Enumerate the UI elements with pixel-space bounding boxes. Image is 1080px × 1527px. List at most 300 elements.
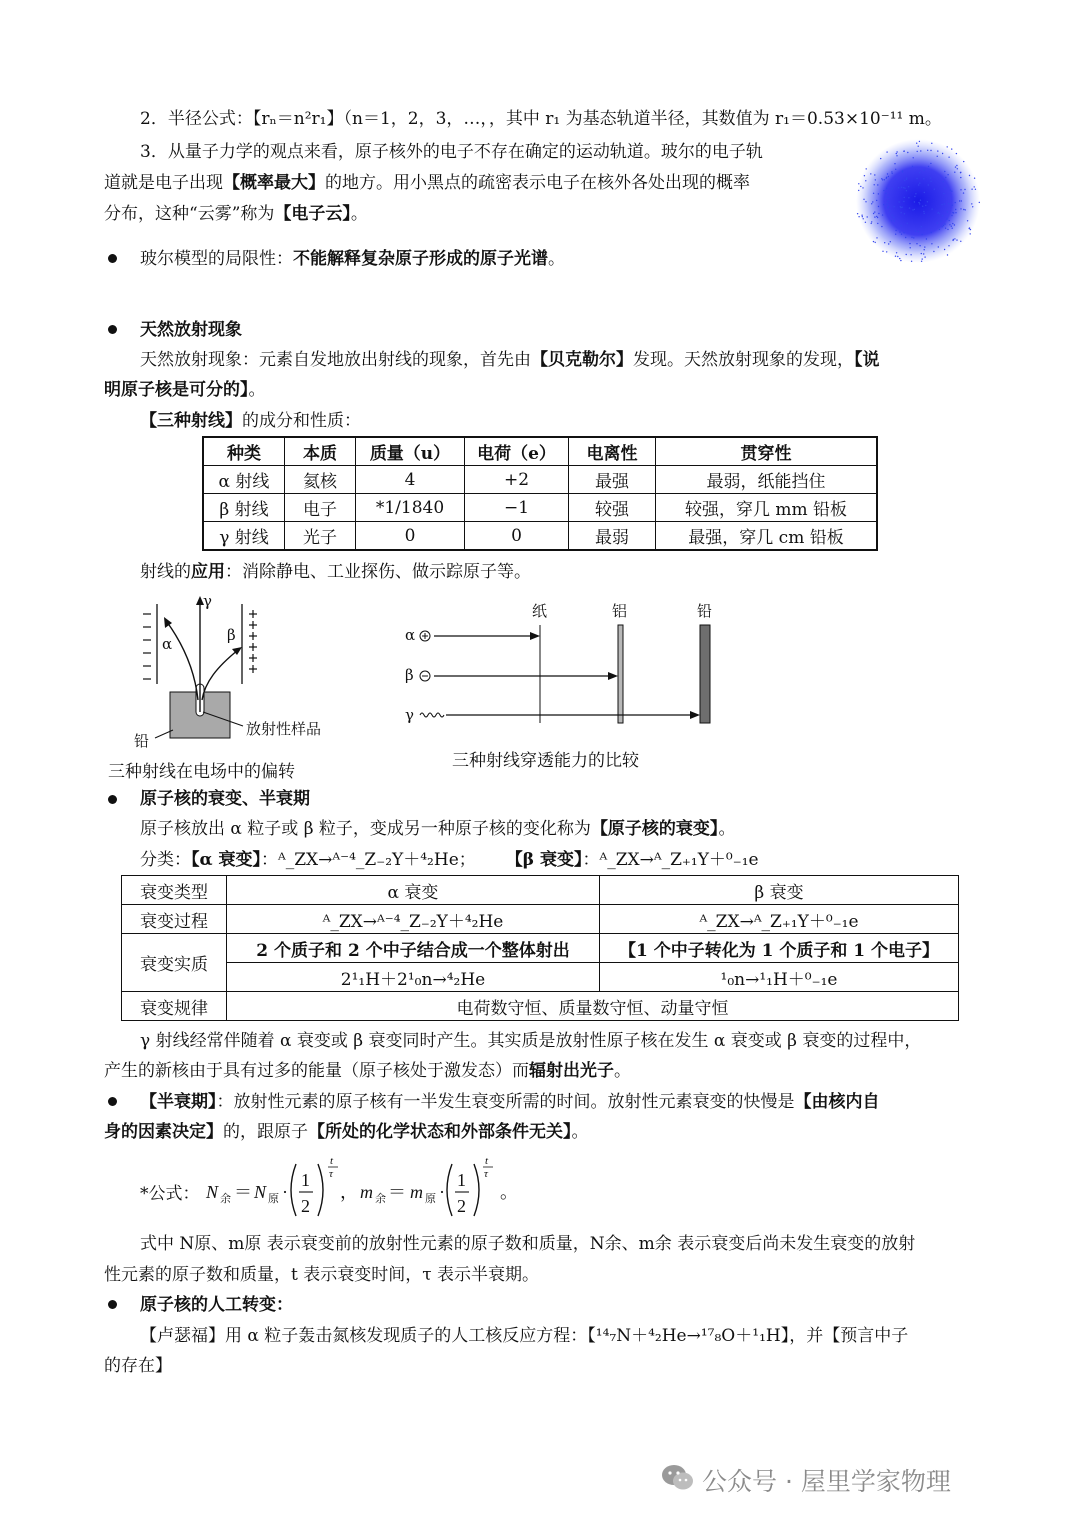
table-row	[122, 934, 959, 963]
cloud-dot	[887, 197, 888, 198]
cloud-dot	[919, 183, 920, 184]
cloud-dot	[878, 206, 879, 207]
cloud-dot	[865, 201, 866, 202]
cloud-dot	[919, 203, 920, 204]
cloud-dot	[901, 212, 902, 213]
cloud-dot	[896, 151, 897, 152]
cloud-dot	[896, 252, 897, 253]
cloud-dot	[872, 201, 873, 202]
cloud-dot	[923, 253, 924, 254]
cloud-dot	[877, 223, 878, 224]
cloud-dot	[898, 201, 899, 202]
cloud-dot	[918, 231, 919, 232]
table-cell: 衰变规律	[122, 992, 227, 1021]
limit-text: 不能解释复杂原子形成的原子光谱	[293, 249, 548, 269]
svg-text:。: 。	[500, 1182, 518, 1202]
cloud-dot	[871, 223, 872, 224]
cloud-dot	[924, 246, 925, 247]
h2b: 的，跟原子	[223, 1122, 308, 1142]
decay-p1c: 。	[718, 819, 736, 839]
cloud-dot	[965, 209, 966, 210]
cloud-dot	[911, 261, 912, 262]
cloud-dot	[947, 146, 948, 147]
cloud-dot	[919, 141, 920, 142]
cloud-dot	[941, 204, 942, 205]
table-cell: α 射线	[203, 466, 285, 494]
svg-text:τ: τ	[329, 1168, 333, 1180]
table-cell: −1	[465, 494, 569, 522]
natural-p2a: 明原子核是可分的】	[104, 380, 249, 400]
cloud-dot	[939, 213, 940, 214]
cloud-dot	[916, 243, 917, 244]
svg-text:1: 1	[457, 1170, 466, 1190]
cloud-dot	[895, 256, 896, 257]
cloud-dot	[947, 174, 948, 175]
header-cell: 质量（u）	[356, 437, 465, 466]
cloud-dot	[930, 177, 931, 178]
cloud-dot	[927, 150, 928, 151]
cloud-dot	[945, 177, 946, 178]
table-cell: ᴬ_ZX→ᴬ_Z₊₁Y＋⁰₋₁e	[600, 905, 959, 934]
cloud-dot	[956, 239, 957, 240]
bullet-dot	[108, 1097, 117, 1106]
cloud-dot	[959, 200, 960, 201]
natural-p2b: 。	[248, 380, 266, 400]
cloud-dot	[884, 179, 885, 180]
cloud-dot	[923, 178, 924, 179]
cloud-dot	[897, 256, 898, 257]
cloud-dot	[960, 172, 961, 173]
cloud-dot	[913, 157, 914, 158]
cloud-dot	[877, 184, 878, 185]
table-cell: 电子	[285, 494, 356, 522]
qm-line-2-b: 【概率最大】	[223, 173, 325, 193]
cloud-dot	[969, 227, 970, 228]
cloud-dot	[903, 232, 904, 233]
cloud-dot	[912, 166, 913, 167]
g2c: 。	[614, 1061, 631, 1081]
cloud-dot	[876, 216, 877, 217]
cloud-dot	[956, 165, 957, 166]
cloud-dot	[963, 209, 964, 210]
cloud-dot	[871, 203, 872, 204]
cloud-dot	[893, 217, 894, 218]
cloud-dot	[947, 229, 948, 230]
cloud-dot	[865, 222, 866, 223]
cloud-dot	[934, 189, 935, 190]
cloud-dot	[903, 201, 904, 202]
table-cell: 较强	[569, 494, 656, 522]
svg-text:·: ·	[439, 1182, 445, 1202]
table-cell: *1/1840	[356, 494, 465, 522]
table-cell: 氦核	[285, 466, 356, 494]
qm-line-2	[104, 169, 750, 197]
cloud-dot	[918, 146, 919, 147]
cloud-dot	[948, 157, 949, 158]
cloud-dot	[922, 206, 923, 207]
decay-classification	[140, 846, 759, 874]
cloud-dot	[900, 207, 901, 208]
table-cell: +2	[465, 466, 569, 494]
cloud-dot	[874, 184, 875, 185]
svg-text:2: 2	[301, 1196, 310, 1216]
cloud-dot	[874, 211, 875, 212]
cloud-dot	[940, 221, 941, 222]
cloud-dot	[914, 196, 915, 197]
table-row	[122, 876, 959, 905]
g2a: 产生的新核由于具有过多的能量（原子核处于激发态）而	[104, 1061, 529, 1081]
cloud-dot	[943, 225, 944, 226]
aluminium-label: 铝	[612, 602, 628, 620]
penetration-figure	[400, 595, 730, 745]
decay-para-1	[140, 815, 735, 843]
cloud-dot	[951, 215, 952, 216]
qm-line-2-a: 道就是电子出现	[104, 173, 223, 193]
table-cell: 最弱	[569, 522, 656, 551]
cloud-dot	[888, 176, 889, 177]
cloud-dot	[930, 150, 931, 151]
header-cell: 贯穿性	[656, 437, 878, 466]
cloud-dot	[943, 181, 944, 182]
cloud-dot	[967, 220, 968, 221]
class-b: 【α 衰变】	[191, 850, 262, 870]
table-cell: 电荷数守恒、质量数守恒、动量守恒	[227, 992, 959, 1021]
cloud-dot	[963, 161, 964, 162]
cloud-dot	[944, 171, 945, 172]
cloud-dot	[895, 234, 896, 235]
cloud-dot	[896, 155, 897, 156]
cloud-dot	[895, 230, 896, 231]
lead-label: 铅	[134, 732, 150, 750]
bullet-dot	[108, 325, 117, 334]
table-header-row	[203, 437, 877, 466]
cloud-dot	[892, 215, 893, 216]
cloud-dot	[898, 187, 899, 188]
cloud-dot	[887, 201, 888, 202]
cloud-dot	[960, 208, 961, 209]
cloud-dot	[949, 220, 950, 221]
cloud-dot	[970, 233, 971, 234]
cloud-dot	[881, 178, 882, 179]
alpha-ray-label: α	[405, 626, 416, 644]
cloud-dot	[915, 193, 916, 194]
cloud-dot	[903, 151, 904, 152]
cloud-dot	[877, 217, 878, 218]
cloud-dot	[864, 175, 865, 176]
cloud-dot	[878, 213, 879, 214]
table-cell: 最强	[569, 466, 656, 494]
cloud-dot	[901, 225, 902, 226]
cloud-dot	[948, 245, 949, 246]
svg-text:＝: ＝	[388, 1182, 406, 1202]
h1b: ：放射性元素的原子核有一半发生衰变所需的时间。放射性元素衰变的快慢是	[216, 1092, 795, 1112]
h2d: 。	[571, 1122, 589, 1142]
bohr-limitation	[140, 245, 565, 273]
cloud-dot	[909, 243, 910, 244]
cloud-dot	[969, 175, 970, 176]
cloud-dot	[886, 178, 887, 179]
alpha-label: α	[162, 635, 173, 653]
table-cell: 2 个质子和 2 个中子结合成一个整体射出	[227, 934, 600, 963]
cloud-dot	[861, 215, 862, 216]
h2c: 【所处的化学状态和外部条件无关】	[308, 1122, 572, 1142]
cloud-dot	[901, 234, 902, 235]
cloud-dot	[970, 229, 971, 230]
h1c: 【由核内自	[794, 1092, 880, 1112]
table-cell: 光子	[285, 522, 356, 551]
svg-text:1: 1	[301, 1170, 310, 1190]
cloud-dot	[952, 228, 953, 229]
cloud-dot	[905, 237, 906, 238]
cloud-dot	[928, 166, 929, 167]
limit-label: 玻尔模型的局限性：	[140, 249, 293, 269]
cloud-dot	[924, 256, 925, 257]
table-cell: 最弱，纸能挡住	[656, 466, 878, 494]
cloud-dot	[944, 249, 945, 250]
cloud-dot	[886, 203, 887, 204]
svg-text:＝: ＝	[234, 1182, 252, 1202]
cloud-dot	[933, 251, 934, 252]
table-row	[122, 963, 959, 992]
bullet-dot	[108, 254, 117, 263]
gamma-para-1: γ 射线经常伴随着 α 衰变或 β 衰变同时产生。其实质是放射性原子核在发生 α 衰变或 β 衰变的过程中，	[140, 1031, 922, 1051]
cloud-dot	[920, 200, 921, 201]
cloud-dot	[889, 210, 890, 211]
svg-text:m: m	[410, 1182, 423, 1202]
cloud-dot	[952, 205, 953, 206]
class-c: ：ᴬ_ZX→ᴬ⁻⁴_Z₋₂Y＋⁴₂He；	[261, 850, 476, 870]
svg-text:余: 余	[220, 1193, 231, 1205]
table-cell: 衰变过程	[122, 905, 227, 934]
table-cell: γ 射线	[203, 522, 285, 551]
cloud-dot	[955, 202, 956, 203]
cloud-dot	[931, 232, 932, 233]
cloud-dot	[887, 207, 888, 208]
cloud-dot	[925, 205, 926, 206]
cloud-dot	[862, 216, 863, 217]
cloud-dot	[918, 184, 919, 185]
cloud-dot	[891, 220, 892, 221]
cloud-dot	[920, 150, 921, 151]
cloud-dot	[891, 171, 892, 172]
cloud-dot	[953, 239, 954, 240]
cloud-dot	[938, 246, 939, 247]
cloud-dot	[911, 237, 912, 238]
cloud-dot	[902, 170, 903, 171]
sample-label: 放射性样品	[246, 720, 322, 738]
cloud-dot	[971, 189, 972, 190]
artificial-para-2: 的存在】	[104, 1356, 172, 1376]
svg-text:t: t	[330, 1155, 334, 1167]
cloud-dot	[876, 237, 877, 238]
table-cell: β 射线	[203, 494, 285, 522]
header-cell: 本质	[285, 437, 356, 466]
cloud-dot	[960, 189, 961, 190]
qm-line-1: 3．从量子力学的观点来看，原子核外的电子不存在确定的运动轨道。玻尔的电子轨	[140, 142, 763, 162]
rays-properties-table	[202, 436, 878, 551]
table-cell: 衰变类型	[122, 876, 227, 905]
cloud-dot	[903, 187, 904, 188]
table-cell: 4	[356, 466, 465, 494]
limit-end: 。	[548, 249, 565, 269]
cloud-dot	[937, 156, 938, 157]
cloud-dot	[945, 228, 946, 229]
cloud-dot	[961, 200, 962, 201]
table-row	[122, 992, 959, 1021]
cloud-dot	[895, 179, 896, 180]
artificial-heading: 原子核的人工转变：	[140, 1295, 293, 1315]
cloud-dot	[915, 230, 916, 231]
cloud-dot	[955, 209, 956, 210]
table-cell: ᴬ_ZX→ᴬ⁻⁴_Z₋₂Y＋⁴₂He	[227, 905, 600, 934]
cloud-dot	[880, 158, 881, 159]
cloud-dot	[863, 199, 864, 200]
svg-text:N: N	[206, 1182, 219, 1202]
cloud-dot	[887, 173, 888, 174]
natural-para-2	[104, 376, 266, 404]
app-c: ：消除静电、工业探伤、做示踪原子等。	[225, 562, 531, 582]
table-cell: 较强，穿几 mm 铅板	[656, 494, 878, 522]
bullet-dot	[108, 795, 117, 804]
cloud-dot	[867, 216, 868, 217]
cloud-dot	[857, 213, 858, 214]
header-cell: 电离性	[569, 437, 656, 466]
cloud-dot	[914, 209, 915, 210]
cloud-dot	[894, 220, 895, 221]
class-d: 【β 衰变】	[505, 850, 583, 870]
natural-p1d: 【说	[854, 350, 880, 370]
cloud-dot	[862, 187, 863, 188]
app-b: 应用	[191, 562, 225, 582]
cloud-dot	[948, 203, 949, 204]
cloud-dot	[883, 190, 884, 191]
paper-label: 纸	[532, 602, 548, 620]
lead-plate-label: 铅	[697, 602, 713, 620]
natural-p1c: 发现。天然放射现象的发现，	[633, 350, 854, 370]
cloud-dot	[951, 226, 952, 227]
cloud-dot	[904, 188, 905, 189]
natural-p1a: 天然放射现象：元素自发地放出射线的现象，首先由	[140, 350, 531, 370]
qm-line-3-a: 分布，这种“云雾”称为	[104, 204, 275, 224]
decay-heading: 原子核的衰变、半衰期	[140, 789, 310, 809]
cloud-dot	[974, 186, 975, 187]
decay-p1a: 原子核放出 α 粒子或 β 粒子，变成另一种原子核的变化称为	[140, 819, 591, 839]
cloud-dot	[975, 189, 976, 190]
cloud-dot	[927, 201, 928, 202]
cloud-dot	[902, 207, 903, 208]
cloud-dot	[858, 183, 859, 184]
svg-text:原: 原	[425, 1193, 436, 1205]
cloud-dot	[882, 251, 883, 252]
g2b: 辐射出光子	[529, 1061, 614, 1081]
cloud-dot	[939, 229, 940, 230]
cloud-dot	[947, 211, 948, 212]
cloud-dot	[937, 150, 938, 151]
cloud-dot	[882, 179, 883, 180]
cloud-dot	[943, 193, 944, 194]
cloud-dot	[894, 163, 895, 164]
cloud-dot	[896, 153, 897, 154]
cloud-dot	[957, 168, 958, 169]
cloud-dot	[954, 238, 955, 239]
cloud-dot	[871, 221, 872, 222]
cloud-dot	[922, 258, 923, 259]
cloud-dot	[873, 241, 874, 242]
cloud-dot	[904, 180, 905, 181]
cloud-dot	[926, 238, 927, 239]
cloud-dot	[928, 184, 929, 185]
cloud-dot	[890, 241, 891, 242]
cloud-dot	[924, 213, 925, 214]
cloud-dot	[882, 214, 883, 215]
beta-label: β	[227, 626, 236, 644]
svg-text:τ: τ	[484, 1168, 488, 1180]
cloud-dot	[888, 206, 889, 207]
cloud-dot	[931, 143, 932, 144]
cloud-dot	[886, 188, 887, 189]
cloud-dot	[895, 169, 896, 170]
cloud-dot	[971, 203, 972, 204]
table-cell: 0	[465, 522, 569, 551]
cloud-dot	[931, 208, 932, 209]
svg-text:，: ，	[340, 1182, 358, 1202]
cloud-dot	[921, 253, 922, 254]
cloud-dot	[938, 212, 939, 213]
cloud-dot	[942, 215, 943, 216]
cloud-dot	[944, 223, 945, 224]
cloud-dot	[893, 206, 894, 207]
svg-text:原: 原	[268, 1193, 279, 1205]
cloud-dot	[906, 178, 907, 179]
cloud-dot	[916, 178, 917, 179]
cloud-dot	[909, 207, 910, 208]
natural-para-1	[140, 346, 880, 374]
bullet-dot	[108, 1300, 117, 1309]
cloud-dot	[942, 226, 943, 227]
svg-text:t: t	[485, 1155, 489, 1167]
table-row	[203, 466, 877, 494]
applications-line	[140, 558, 531, 586]
cloud-dot	[912, 209, 913, 210]
cloud-dot	[951, 191, 952, 192]
cloud-dot	[906, 190, 907, 191]
formula-label: *公式：	[140, 1184, 200, 1204]
watermark-text: 公众号 · 屋里学家物理	[702, 1467, 951, 1496]
beta-ray-label: β	[405, 666, 414, 684]
table-cell: 0	[356, 522, 465, 551]
cloud-dot	[884, 242, 885, 243]
h2a: 身的因素决定】	[104, 1122, 223, 1142]
cloud-dot	[888, 243, 889, 244]
svg-text:2: 2	[457, 1196, 466, 1216]
cloud-dot	[956, 153, 957, 154]
cloud-dot	[906, 254, 907, 255]
wechat-icon	[660, 1462, 696, 1494]
cloud-dot	[908, 186, 909, 187]
cloud-dot	[919, 172, 920, 173]
cloud-dot	[950, 190, 951, 191]
table-cell: 【1 个中子转化为 1 个质子和 1 个电子】	[600, 934, 959, 963]
cloud-dot	[875, 179, 876, 180]
cloud-dot	[910, 254, 911, 255]
cloud-dot	[930, 163, 931, 164]
cloud-dot	[930, 181, 931, 182]
cloud-dot	[947, 254, 948, 255]
cloud-dot	[918, 202, 919, 203]
class-a: 分类：	[140, 850, 191, 870]
cloud-dot	[944, 188, 945, 189]
cloud-dot	[886, 151, 887, 152]
